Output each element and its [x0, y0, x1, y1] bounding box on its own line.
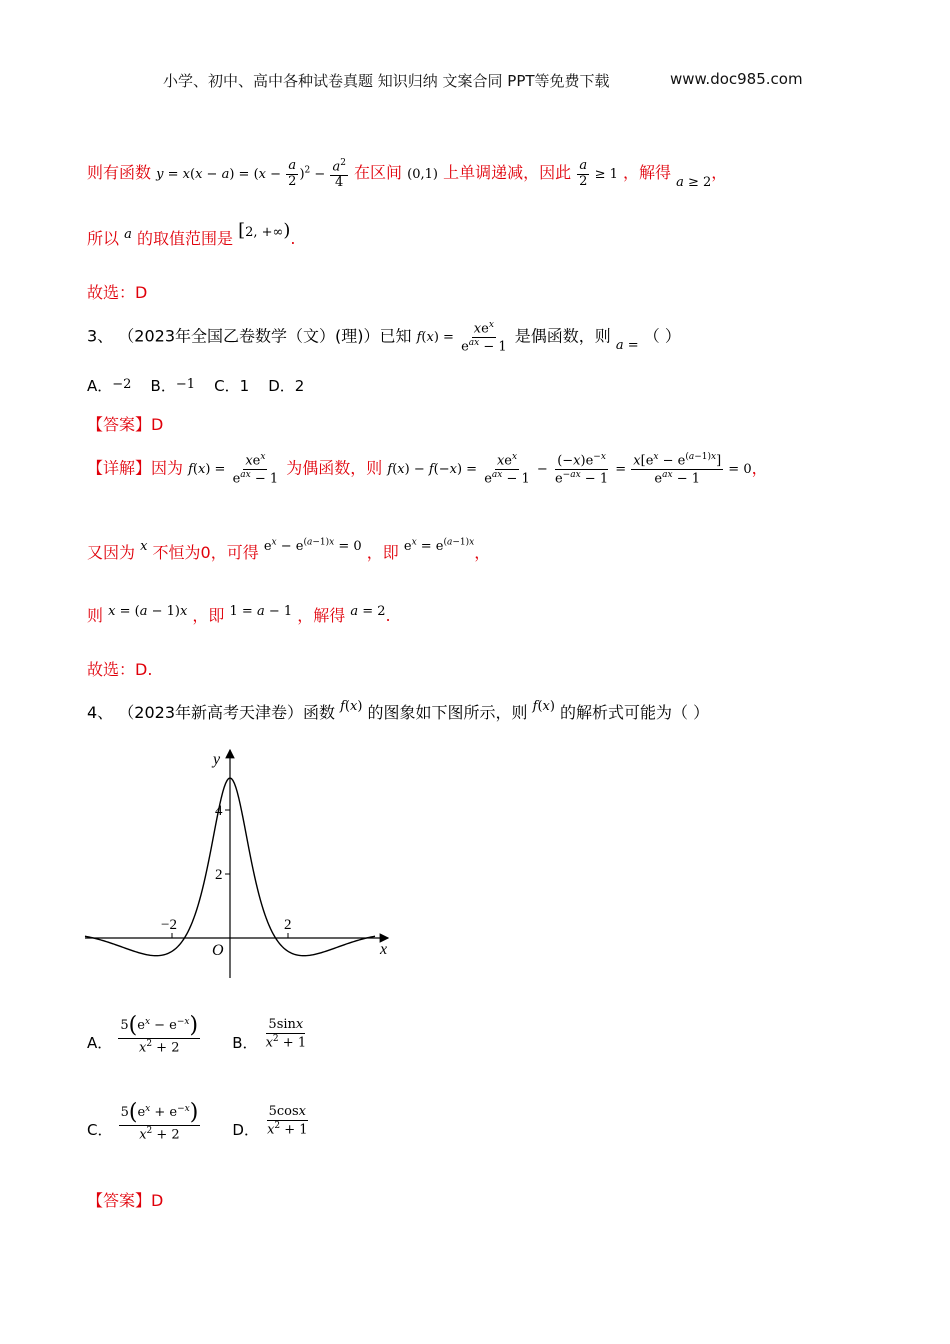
formula-a-ge-2: a ≥ 2	[676, 175, 712, 191]
formula-f-of-x: f(x)	[340, 699, 363, 714]
q4-option-row-2	[87, 1100, 311, 1144]
q4-stem: 4、 （2023年新高考天津卷）函数 $^{f(x)}$ 的图象如下图所示，则 $^{f(x)}$ 的解析式可能为（ ）	[87, 699, 710, 722]
q3-option-a[interactable]: A．−2	[87, 377, 132, 395]
q4-answer: 【答案】D	[87, 1191, 164, 1210]
y-axis-label: y	[213, 751, 221, 768]
q3-option-c[interactable]: C．1	[214, 377, 250, 395]
q4-option-b-letter[interactable]: B．	[232, 1034, 258, 1053]
y-tick-label: 4	[215, 803, 223, 819]
formula-x-eq-a-minus-1-x: x = (a − 1)x	[108, 604, 188, 619]
q2-line2: 所以 $^a$ 的取值范围是 $^{[2, +\infty)}$.	[87, 220, 296, 248]
formula-f-def: f(x) = $\frac{xe^x}{e^{ax} - 1}$	[416, 320, 507, 355]
q4-option-b-formula: $\frac{5\sin x}{x^2 + 1}$	[265, 1017, 307, 1051]
q3-answer: 【答案】D	[87, 415, 164, 434]
function-graph	[80, 740, 400, 985]
q4-option-a-formula: $\frac{5(e^x - e^{-x})}{x^2 + 2}$	[120, 1013, 199, 1056]
header-url[interactable]: www.doc985.com	[670, 70, 803, 88]
formula-f-def-2: f(x) = $\frac{xe^x}{e^{ax} - 1}$	[188, 452, 279, 487]
q3-option-d[interactable]: D．2	[268, 377, 305, 395]
y-tick-label: 2	[215, 867, 223, 883]
q3-detail-line3: 则 $^{x = (a - 1)x}$ ，即 $^{1 = a - 1}$ ，解得 $^{a = 2}$.	[87, 604, 391, 625]
formula-x: x	[140, 539, 148, 554]
q3-detail-line2: 又因为 $^x$ 不恒为0，可得 $^{e^x - e^{(a-1)x} = 0}$ ，即 $^{e^x = e^{(a-1)x}}$，	[87, 537, 491, 562]
formula-exp-diff-zero: ex − e(a−1)x = 0	[263, 537, 362, 554]
formula-f-difference: f(x) − f(−x) = $\frac{xe^x}{e^{ax} - 1}$ − $\frac{(-x)e^{-x}}{e^{-ax} - 1}$ = $\frac{x[e^x - e^{(a-1)x}]}{e^{ax} - 1}$ = 0	[387, 452, 752, 487]
q4-option-c-letter[interactable]: C．	[87, 1121, 113, 1140]
header-banner: 小学、初中、高中各种试卷真题 知识归纳 文案合同 PPT等免费下载	[163, 72, 610, 90]
formula-y-equals: y = x(x − a) = (x − $\frac{a}{2}$ )$^2$ − $\frac{a^2}{4}$	[156, 158, 346, 191]
q4-option-a-letter[interactable]: A．	[87, 1034, 113, 1053]
q3-detail-line1: 【详解】因为 f(x) = $\frac{xe^x}{e^{ax} - 1}$ 为偶函数，则 f(x) − f(−x) = $\frac{xe^x}{e^{ax} - 1}$ − $\frac{(-x)e^{-x}}{e^{-ax} - 1}$ = $\frac{x[e^x - e^{(a-1)x}]}{e^{ax} - 1}$ = 0，	[87, 452, 768, 487]
x-tick-label: 2	[284, 917, 292, 933]
q3-options	[87, 375, 304, 396]
q3-stem: 3、 （2023年全国乙卷数学（文）(理)）已知 f(x) = $\frac{xe^x}{e^{ax} - 1}$ 是偶函数，则 $_{a =}$ （ ）	[87, 320, 681, 355]
formula-interval-0-1: (0,1)	[407, 167, 438, 183]
q4-option-d-formula: $\frac{5\cos x}{x^2 + 1}$	[267, 1104, 308, 1138]
formula-f-of-x-2: f(x)	[532, 699, 555, 714]
x-tick-label: −2	[161, 917, 177, 933]
formula-a-eq-2: a = 2	[350, 604, 386, 619]
formula-exp-equal: ex = e(a−1)x	[403, 537, 475, 554]
formula-a-equals: a =	[615, 338, 639, 354]
q3-option-b[interactable]: B．−1	[150, 377, 195, 395]
q2-line1: 则有函数 y = x(x − a) = (x − $\frac{a}{2}$ )$^2$ − $\frac{a^2}{4}$ 在区间 (0,1) 上单调递减，因此 $\frac{a}{2}$ ≥ 1 ，解得 $_{a \ge 2}$，	[87, 158, 728, 191]
formula-range: [2, +∞)	[238, 220, 291, 241]
origin-label: O	[212, 942, 224, 959]
q4-option-row-1	[87, 1013, 309, 1057]
q4-option-d-letter[interactable]: D．	[232, 1121, 259, 1140]
formula-a: a	[124, 227, 132, 242]
q2-choose: 故选：D	[87, 283, 148, 302]
x-axis-label: x	[380, 941, 388, 958]
formula-a-half-ge-1: $\frac{a}{2}$ ≥ 1	[579, 158, 618, 190]
formula-1-eq-a-minus-1: 1 = a − 1	[229, 604, 293, 619]
q4-option-c-formula: $\frac{5(e^x + e^{-x})}{x^2 + 2}$	[120, 1100, 199, 1143]
q3-choose: 故选：D.	[87, 660, 153, 679]
